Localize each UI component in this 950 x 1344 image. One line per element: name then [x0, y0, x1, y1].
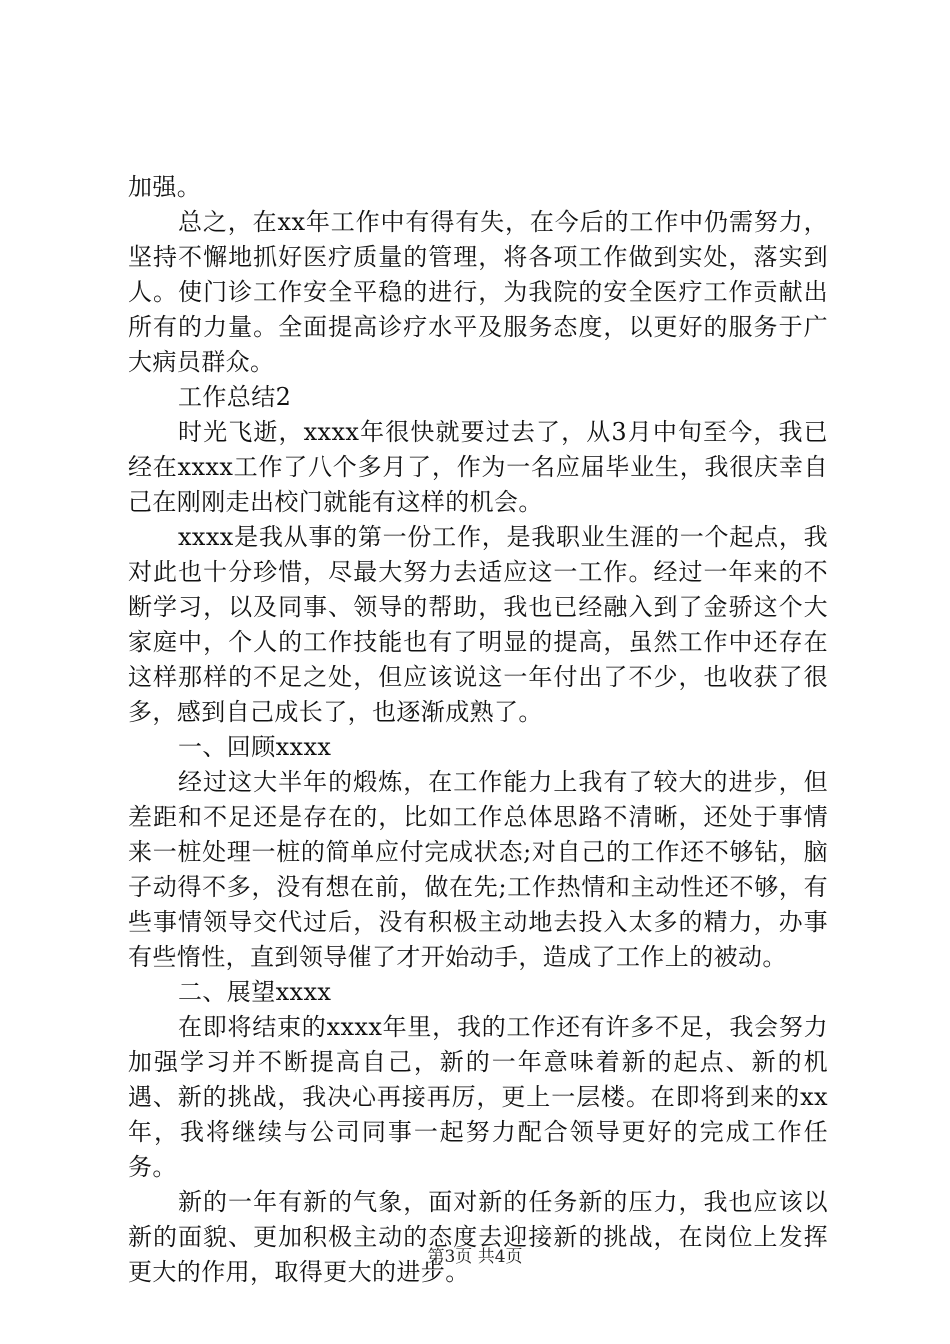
- paragraph-outlook: 在即将结束的xxxx年里，我的工作还有许多不足，我会努力加强学习并不断提高自己，新的一年意味着新的起点、新的机遇、新的挑战，我决心再接再厉，更上一层楼。在即将到来的xx年，我将继续与公司同事一起努力配合领导更好的完成工作任务。: [128, 1013, 828, 1181]
- paragraph-first-job: xxxx是我从事的第一份工作，是我职业生涯的一个起点，我对此也十分珍惜，尽最大努力去适应这一工作。经过一年来的不断学习，以及同事、领导的帮助，我也已经融入到了金骄这个大家庭中，个人的工作技能也有了明显的提高，虽然工作中还存在这样那样的不足之处，但应该说这一年付出了不少，也收获了很多，感到自己成长了，也逐渐成熟了。: [128, 523, 828, 726]
- heading-review: 一、回顾xxxx: [178, 733, 332, 761]
- paragraph-summary: 总之，在xx年工作中有得有失，在今后的工作中仍需努力，坚持不懈地抓好医疗质量的管理，将各项工作做到实处，落实到人。使门诊工作安全平稳的进行，为我院的安全医疗工作贡献出所有的力量。全面提高诊疗水平及服务态度，以更好的服务于广大病员群众。: [128, 208, 828, 376]
- document-body: [128, 170, 828, 1290]
- heading-outlook: 二、展望xxxx: [178, 978, 332, 1006]
- paragraph-continuation: 加强。: [128, 173, 202, 201]
- section-title-work-summary-2: 工作总结2: [178, 383, 292, 411]
- paragraph-review: 经过这大半年的煅炼，在工作能力上我有了较大的进步，但差距和不足还是存在的，比如工作总体思路不清晰，还处于事情来一桩处理一桩的简单应付完成状态;对自己的工作还不够钻，脑子动得不多，没有想在前，做在先;工作热情和主动性还不够，有些事情领导交代过后，没有积极主动地去投入太多的精力，办事有些惰性，直到领导催了才开始动手，造成了工作上的被动。: [128, 768, 828, 971]
- paragraph-new-year: 新的一年有新的气象，面对新的任务新的压力，我也应该以新的面貌、更加积极主动的态度去迎接新的挑战，在岗位上发挥更大的作用，取得更大的进步。: [128, 1188, 828, 1286]
- paragraph-time-flies: 时光飞逝，xxxx年很快就要过去了，从3月中旬至今，我已经在xxxx工作了八个多月了，作为一名应届毕业生，我很庆幸自己在刚刚走出校门就能有这样的机会。: [128, 418, 828, 516]
- page-footer: 第3页 共4页: [427, 1247, 523, 1267]
